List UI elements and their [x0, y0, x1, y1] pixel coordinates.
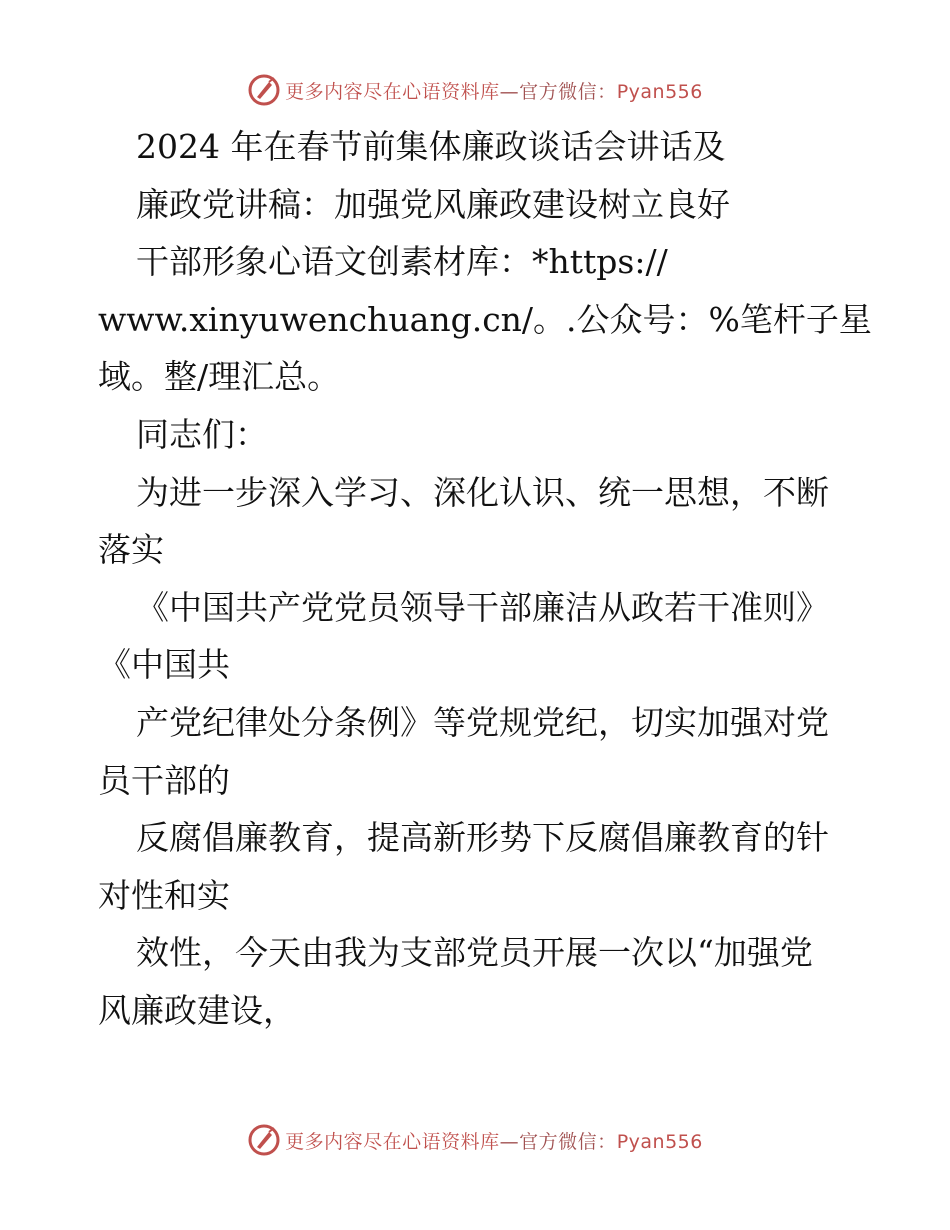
doc-line-paragraph: 对性和实 [98, 875, 230, 915]
header-banner-wechat-label: 官方微信： [519, 80, 617, 103]
quill-logo-icon [247, 1123, 281, 1157]
header-banner-wechat-id: Pyan556 [616, 80, 703, 103]
header-banner-main: 更多内容尽在心语资料库 [285, 80, 500, 103]
doc-line-paragraph: 产党纪律处分条例》等党规党纪，切实加强对党 [136, 702, 829, 742]
doc-line-paragraph: 为进一步深入学习、深化认识、统一思想，不断 [136, 472, 829, 512]
doc-line-paragraph: 效性，今天由我为支部党员开展一次以“加强党 [136, 933, 813, 973]
doc-line-paragraph: 《中国共产党党员领导干部廉洁从政若干准则》 [136, 587, 829, 627]
doc-line-paragraph: 落实 [98, 530, 164, 570]
footer-banner [0, 1120, 950, 1160]
doc-line-title-2: 廉政党讲稿：加强党风廉政建设树立良好 [136, 184, 730, 224]
doc-line-title-3: 干部形象心语文创素材库：*https:// [136, 242, 668, 282]
header-banner [0, 70, 950, 110]
footer-banner-separator: — [499, 1130, 520, 1153]
document-body [98, 118, 872, 1040]
doc-line-title-1: 2024 年在春节前集体廉政谈话会讲话及 [136, 127, 726, 166]
quill-logo-icon [247, 73, 281, 107]
footer-banner-wechat-id: Pyan556 [616, 1130, 703, 1153]
doc-line-source: 域。整/理汇总。 [98, 357, 341, 397]
footer-banner-main: 更多内容尽在心语资料库 [285, 1130, 500, 1153]
footer-banner-text [285, 1127, 703, 1154]
doc-line-paragraph: 风廉政建设， [98, 990, 296, 1030]
doc-line-paragraph: 反腐倡廉教育，提高新形势下反腐倡廉教育的针 [136, 818, 829, 858]
doc-line-url: www.xinyuwenchuang.cn/。.公众号：%笔杆子星 [98, 299, 872, 339]
header-banner-separator: — [499, 80, 520, 103]
doc-line-paragraph: 员干部的 [98, 760, 230, 800]
doc-line-paragraph: 《中国共 [98, 645, 230, 685]
doc-line-salutation: 同志们： [136, 414, 268, 454]
header-banner-text [285, 77, 703, 104]
footer-banner-wechat-label: 官方微信： [519, 1130, 617, 1153]
